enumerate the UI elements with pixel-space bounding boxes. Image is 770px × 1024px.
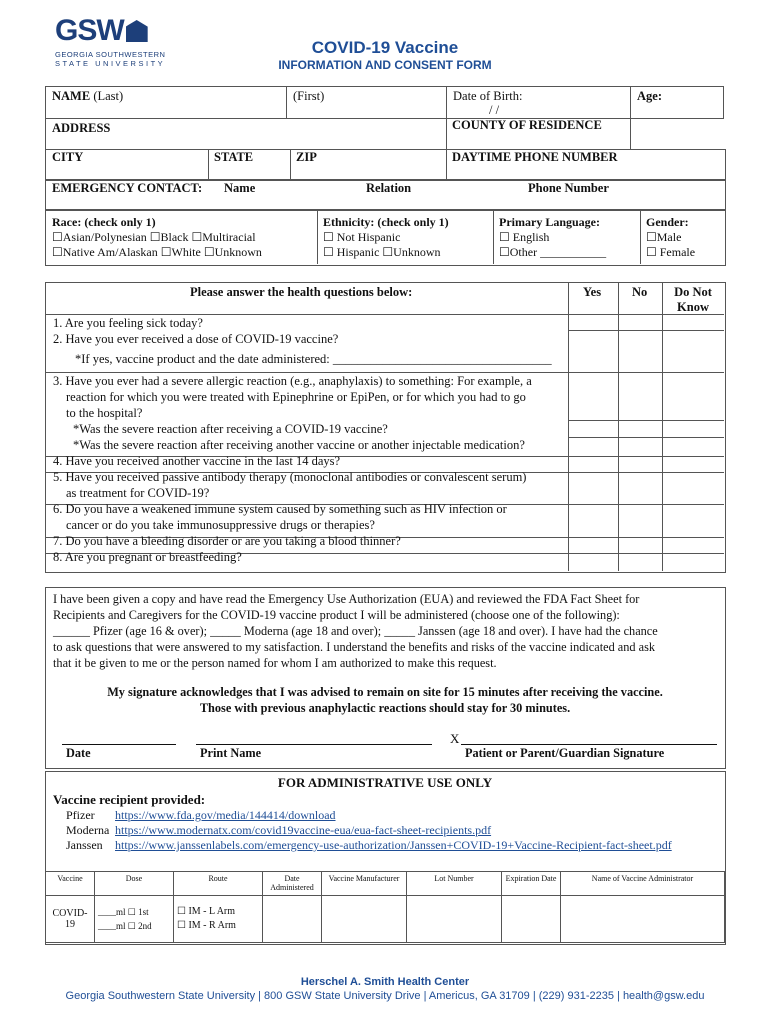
ethnicity-options-row2[interactable]: ☐ Hispanic ☐Unknown xyxy=(323,245,441,259)
question-6-line2: cancer or do you take immunosuppressive drugs or therapies? xyxy=(66,518,375,532)
race-options-row1[interactable]: ☐Asian/Polynesian ☐Black ☐Multiracial xyxy=(52,230,256,244)
name-last-suffix: (Last) xyxy=(93,89,124,103)
signature-label: Patient or Parent/Guardian Signature xyxy=(465,746,665,760)
col-lot-number: Lot Number xyxy=(407,872,502,896)
divider xyxy=(618,282,619,571)
gender-group xyxy=(646,215,695,260)
divider xyxy=(662,282,663,571)
divider xyxy=(446,149,447,179)
question-8: 8. Are you pregnant or breastfeeding? xyxy=(53,550,242,564)
no-column-header: No xyxy=(632,285,648,299)
moderna-label: Moderna xyxy=(66,823,110,837)
question-3-line3: to the hospital? xyxy=(66,406,143,420)
question-5-line2: as treatment for COVID-19? xyxy=(66,486,210,500)
ethnicity-label: Ethnicity: (check only 1) xyxy=(323,215,449,229)
dose-cell[interactable] xyxy=(95,896,174,943)
date-administered-cell[interactable] xyxy=(263,896,322,943)
question-7: 7. Do you have a bleeding disorder or are you taking a blood thinner? xyxy=(53,534,401,548)
footer-center-name: Herschel A. Smith Health Center xyxy=(300,976,470,988)
health-header: Please answer the health questions below: xyxy=(190,285,413,299)
language-label: Primary Language: xyxy=(499,215,600,229)
ethnicity-option-not-hispanic[interactable]: ☐ Not Hispanic xyxy=(323,230,401,244)
city-label[interactable]: CITY xyxy=(52,150,84,164)
observation-notice: My signature acknowledges that I was advised to remain on site for 15 minutes after receiving the vaccine. xyxy=(107,685,663,699)
col-manufacturer: Vaccine Manufacturer xyxy=(322,872,407,896)
consent-line-4: to ask questions that were answered to my satisfaction. I understand the benefits and risks of the vaccine indicated and ask xyxy=(53,640,656,654)
lot-number-cell[interactable] xyxy=(407,896,502,943)
dont-know-column-header: Do Not Know xyxy=(674,285,712,314)
divider xyxy=(568,282,569,571)
emergency-phone-label[interactable]: Phone Number xyxy=(528,181,609,195)
gender-option-male[interactable]: ☐Male xyxy=(646,230,682,244)
vaccine-provided-label: Vaccine recipient provided: xyxy=(53,792,206,807)
address-label: ADDRESS xyxy=(52,121,111,135)
language-group xyxy=(499,215,606,260)
phone-label[interactable]: DAYTIME PHONE NUMBER xyxy=(452,150,618,164)
anaphylaxis-notice: Those with previous anaphylactic reactions should stay for 30 minutes. xyxy=(199,701,571,715)
consent-text xyxy=(53,591,718,671)
administration-record-table xyxy=(45,871,725,943)
janssen-label: Janssen xyxy=(66,838,103,852)
page-subtitle: INFORMATION AND CONSENT FORM xyxy=(278,58,492,72)
divider xyxy=(208,149,209,179)
dob-slashes: / / xyxy=(489,103,500,117)
divider xyxy=(290,149,291,179)
route-left-arm[interactable]: ☐ IM - L Arm xyxy=(177,906,236,917)
pfizer-fact-sheet-link[interactable]: https://www.fda.gov/media/144414/download xyxy=(115,808,336,822)
administrator-name-cell[interactable] xyxy=(561,896,725,943)
signature-line[interactable] xyxy=(461,744,717,745)
print-name-label: Print Name xyxy=(200,746,262,760)
county-divider xyxy=(446,117,447,149)
logo-line1: GEORGIA SOUTHWESTERN xyxy=(55,50,166,59)
language-option-english[interactable]: ☐ English xyxy=(499,230,550,244)
question-3-line2: reaction for which you were treated with Epinephrine or EpiPen, or for which you had to go xyxy=(66,390,526,404)
question-3: 3. Have you ever had a severe allergic reaction (e.g., anaphylaxis) to something: For example, a xyxy=(53,374,532,388)
print-name-line[interactable] xyxy=(196,744,432,745)
race-label: Race: (check only 1) xyxy=(52,215,156,229)
patient-info-table xyxy=(45,86,724,150)
divider xyxy=(493,209,494,264)
race-group xyxy=(52,215,262,260)
age-divider-cover xyxy=(632,117,633,118)
admin-header: FOR ADMINISTRATIVE USE ONLY xyxy=(277,775,493,790)
date-signature-line[interactable] xyxy=(62,744,176,745)
route-cell[interactable] xyxy=(174,896,263,943)
first-name-label: (First) xyxy=(293,89,325,103)
dob-label: Date of Birth: xyxy=(453,89,523,103)
age-field[interactable] xyxy=(631,87,724,119)
dob-field[interactable] xyxy=(447,87,631,119)
col-route: Route xyxy=(174,872,263,896)
manufacturer-cell[interactable] xyxy=(322,896,407,943)
divider xyxy=(568,437,724,438)
consent-line-5: that it be given to me or the person named for whom I am authorized to make this request. xyxy=(53,656,497,670)
consent-line-2: Recipients and Caregivers for the COVID-19 vaccine product I will be administered (choose one of the following): xyxy=(53,608,620,622)
vaccine-choice-line[interactable]: ______ Pfizer (age 16 & over); _____ Moderna (age 18 and over); _____ Janssen (age 18 and over). I have had the chance xyxy=(53,624,658,638)
vaccine-value: COVID-19 xyxy=(46,896,95,943)
janssen-fact-sheet-link[interactable]: https://www.janssenlabels.com/emergency-use-authorization/Janssen+COVID-19+Vaccine-Recipient-fact-sheet.pdf xyxy=(115,838,672,852)
moderna-fact-sheet-link[interactable]: https://www.modernatx.com/covid19vaccine-eua/eua-fact-sheet-recipients.pdf xyxy=(115,823,492,837)
pfizer-label: Pfizer xyxy=(66,808,95,822)
question-3-followup-a: *Was the severe reaction after receiving a COVID-19 vaccine? xyxy=(73,422,388,436)
col-expiration: Expiration Date xyxy=(502,872,561,896)
divider xyxy=(317,209,318,264)
col-date-administered: Date Administered xyxy=(263,872,322,896)
question-4: 4. Have you received another vaccine in the last 14 days? xyxy=(53,454,341,468)
name-first-field[interactable] xyxy=(287,87,447,119)
col-administrator-name: Name of Vaccine Administrator xyxy=(561,872,725,896)
language-option-other[interactable]: ☐Other ___________ xyxy=(499,245,607,259)
footer-address: Georgia Southwestern State University | 800 GSW State University Drive | Americus, GA 31709 | (229) 931-2235 | health@gsw.edu xyxy=(65,990,705,1002)
gender-label: Gender: xyxy=(646,215,689,229)
col-vaccine: Vaccine xyxy=(46,872,95,896)
logo-text: GSW xyxy=(55,14,124,47)
question-6: 6. Do you have a weakened immune system caused by something such as HIV infection or xyxy=(53,502,507,516)
dose-second[interactable]: ____ml ☐ 2nd xyxy=(98,921,152,931)
page-title: COVID-19 Vaccine xyxy=(311,38,459,57)
dose-first[interactable]: ____ml ☐ 1st xyxy=(98,907,149,917)
question-3-followup-b: *Was the severe reaction after receiving another vaccine or another injectable medication? xyxy=(73,438,525,452)
age-label: Age: xyxy=(637,89,662,103)
question-1: 1. Are you feeling sick today? xyxy=(53,316,203,330)
signature-x-mark: X xyxy=(450,731,460,746)
question-2-followup[interactable]: *If yes, vaccine product and the date administered: ___________________________________ xyxy=(75,352,552,366)
question-5: 5. Have you received passive antibody therapy (monoclonal antibodies or convalescent serum) xyxy=(53,470,527,484)
divider xyxy=(640,209,641,264)
name-last-field[interactable] xyxy=(46,87,287,119)
expiration-cell[interactable] xyxy=(502,896,561,943)
yes-column-header: Yes xyxy=(583,285,602,299)
city-row xyxy=(45,149,726,181)
questions-text xyxy=(53,315,565,565)
logo-line2: STATE UNIVERSITY xyxy=(55,59,166,68)
ethnicity-group xyxy=(323,215,449,260)
consent-line-1: I have been given a copy and have read the Emergency Use Authorization (EUA) and reviewed the FDA Fact Sheet for xyxy=(53,592,640,606)
county-label: COUNTY OF RESIDENCE xyxy=(452,118,602,132)
question-2: 2. Have you ever received a dose of COVID-19 vaccine? xyxy=(53,332,339,346)
state-label[interactable]: STATE xyxy=(214,150,254,164)
race-options-row2[interactable]: ☐Native Am/Alaskan ☐White ☐Unknown xyxy=(52,245,262,259)
route-right-arm[interactable]: ☐ IM - R Arm xyxy=(177,920,236,931)
date-label: Date xyxy=(66,746,91,760)
gender-option-female[interactable]: ☐ Female xyxy=(646,245,696,259)
emergency-name-label[interactable]: Name xyxy=(224,181,256,195)
divider xyxy=(568,420,724,421)
emergency-label: EMERGENCY CONTACT: xyxy=(52,181,203,195)
emergency-relation-label[interactable]: Relation xyxy=(366,181,412,195)
col-dose: Dose xyxy=(95,872,174,896)
zip-label[interactable]: ZIP xyxy=(296,150,317,164)
name-label: NAME xyxy=(52,89,91,103)
divider xyxy=(568,330,724,331)
